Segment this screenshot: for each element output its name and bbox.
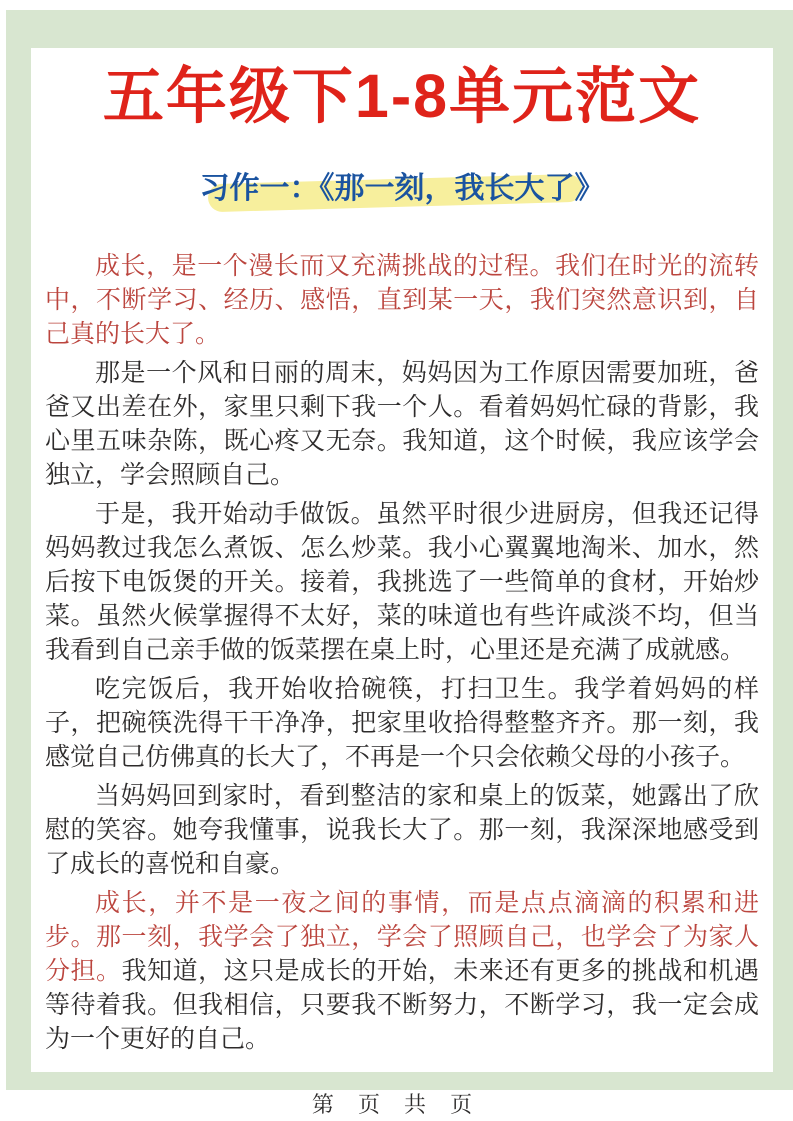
- essay-paragraph: 当妈妈回到家时，看到整洁的家和桌上的饭菜，她露出了欣慰的笑容。她夸我懂事，说我长大了。那一刻，我深深地感受到了成长的喜悦和自豪。: [45, 782, 759, 879]
- conclusion-black-text: 我知道，这只是成长的开始，未来还有更多的挑战和机遇等待着我。但我相信，只要我不断努力，不断学习，我一定会成为一个更好的自己。: [45, 957, 759, 1054]
- conclusion-red-text: 成长，并不是一夜之间的事情，而是点点滴滴的积累和进步。那一刻，我学会了独立，学会了照顾自己，也学会了为家人分担。: [45, 889, 759, 986]
- subtitle-block: [31, 163, 773, 207]
- essay-paragraph: 那是一个风和日丽的周末，妈妈因为工作原因需要加班，爸爸又出差在外，家里只剩下我一个人。看着妈妈忙碌的背影，我心里五味杂陈，既心疼又无奈。我知道，这个时候，我应该学会独立，学会照顾自己。: [45, 359, 759, 490]
- essay-paragraph-intro: 成长，是一个漫长而又充满挑战的过程。我们在时光的流转中，不断学习、经历、感悟，直到某一天，我们突然意识到，自己真的长大了。: [45, 252, 759, 349]
- page-number-footer: 第 页 共 页: [311, 1092, 482, 1117]
- essay-paragraph-conclusion: [45, 886, 759, 1056]
- green-border-frame: [6, 10, 793, 1090]
- essay-sheet: [31, 48, 773, 1072]
- essay-body: [45, 249, 759, 1056]
- essay-paragraph: 于是，我开始动手做饭。虽然平时很少进厨房，但我还记得妈妈教过我怎么煮饭、怎么炒菜。我小心翼翼地淘米、加水，然后按下电饭煲的开关。接着，我挑选了一些简单的食材，开始炒菜。虽然火候掌握得不太好，菜的味道也有些许咸淡不均，但当我看到自己亲手做的饭菜摆在桌上时，心里还是充满了成就感。: [45, 500, 759, 665]
- page-title: 五年级下1-8单元范文: [102, 62, 702, 130]
- essay-paragraph: 吃完饭后，我开始收拾碗筷，打扫卫生。我学着妈妈的样子，把碗筷洗得干干净净，把家里收拾得整整齐齐。那一刻，我感觉自己仿佛真的长大了，不再是一个只会依赖父母的小孩子。: [45, 675, 759, 772]
- essay-subtitle: 习作一：《那一刻，我长大了》: [199, 172, 605, 206]
